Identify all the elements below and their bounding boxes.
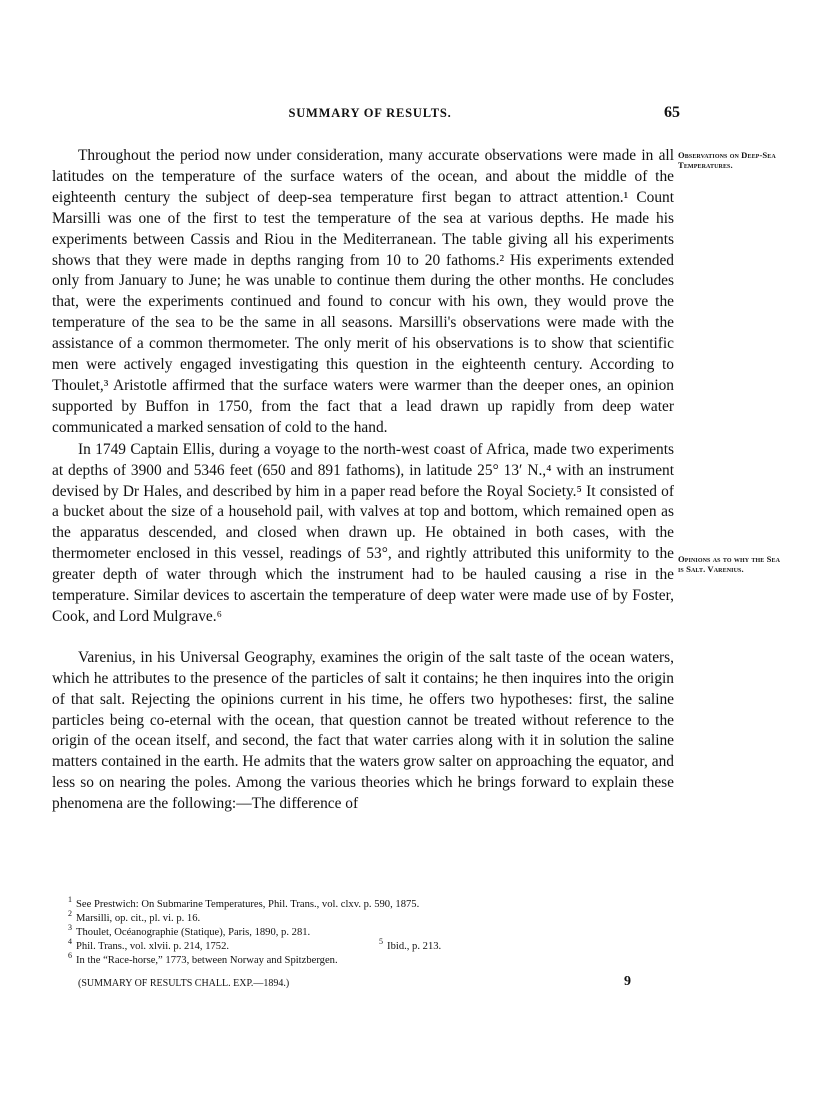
signature-label: (SUMMARY OF RESULTS CHALL. EXP.—1894.)	[78, 978, 290, 989]
signature-line	[78, 978, 638, 989]
footnote-1: $^1$ See Prestwich: On Submarine Temperatures, Phil. Trans., vol. clxv. p. 590, 1875.	[68, 895, 420, 910]
paragraph-temperature-observations: Throughout the period now under consideration, many accurate observations were made in all latitudes on the temperature of the surface waters of the ocean, and about the middle of the eighteenth century the subject of deep-sea temperature first began to attract attention.¹ Count Marsilli was one of the first to test the temperature of the sea at various depths. He made his experiments between Cassis and Riou in the Mediterranean. The table giving all his experiments shows that they were made in depths ranging from 10 to 20 fathoms.² His experiments extended only from January to June; he was unable to continue them during the other months. He concludes that, were the experiments continued and found to concur with his own, they would prove the temperature of the sea to be the same in all seasons. Marsilli's observations were made with the assistance of a common thermometer. The only merit of his observations is to show that scientific men were actively engaged investigating this question in the eighteenth century. According to Thoulet,³ Aristotle affirmed that the surface waters were warmer than the deeper ones, an opinion supported by Buffon in 1750, from the fact that a lead drawn up rapidly from deep water communicated a marked sensation of cold to the hand.	[52, 147, 674, 436]
footnote-2: $^2$ Marsilli, op. cit., pl. vi. p. 16.	[68, 909, 201, 924]
page-header	[60, 106, 680, 128]
footnote-1-text: See Prestwich: On Submarine Temperatures, Phil. Trans., vol. clxv. p. 590, 1875.	[76, 899, 420, 910]
sidenote-deep-sea-temperatures: Observations on Deep-Sea Temperatures.	[678, 150, 776, 170]
footnote-6: $^6$ In the “Race-horse,” 1773, between Norway and Spitzbergen.	[68, 951, 338, 966]
footnote-6-text: In the “Race-horse,” 1773, between Norway and Spitzbergen.	[76, 955, 338, 966]
footnote-4-text: Phil. Trans., vol. xlvii. p. 214, 1752.	[76, 941, 230, 952]
sidenote-why-sea-is-salt: Opinions as to why the Sea is Salt. Varenius.	[678, 554, 781, 574]
page-number: 65	[664, 104, 680, 121]
paragraph-captain-ellis: In 1749 Captain Ellis, during a voyage to the north-west coast of Africa, made two experiments at depths of 3900 and 5346 feet (650 and 891 fathoms), in latitude 25° 13′ N.,⁴ with an instrument devised by Dr Hales, and described by him in a paper read before the Royal Society.⁵ It consisted of a bucket about the size of a household pail, with valves at top and bottom, which remained open as the apparatus descended, and closed when drawn up. He obtained in both cases, with the thermometer enclosed in this vessel, readings of 53°, and rightly attributed this uniformity to the greater depth of water through which the instrument had to be hauled causing a rise in the temperature. Similar devices to ascertain the temperature of deep water were made use of by Foster, Cook, and Lord Mulgrave.⁶	[52, 440, 674, 625]
body-text	[52, 146, 674, 815]
footnote-4-5: $^4$ Phil. Trans., vol. xlvii. p. 214, 1752. $^5$ Ibid., p. 213.	[68, 937, 442, 952]
footnote-5-text: Ibid., p. 213.	[387, 941, 442, 952]
running-title: SUMMARY OF RESULTS.	[288, 106, 452, 120]
footnote-3: $^3$ Thoulet, Océanographie (Statique), Paris, 1890, p. 281.	[68, 923, 311, 938]
footnote-3-text: Thoulet, Océanographie (Statique), Paris, 1890, p. 281.	[76, 927, 311, 938]
footnotes	[68, 895, 678, 968]
footnote-2-text: Marsilli, op. cit., pl. vi. p. 16.	[76, 913, 201, 924]
paragraph-varenius: Varenius, in his Universal Geography, examines the origin of the salt taste of the ocean waters, which he attributes to the presence of the particles of salt it contains; he then inquires into the origin of that salt. Rejecting the opinions current in his time, he offers two hypotheses: first, the saline particles being co-eternal with the ocean, that question cannot be treated without reference to the origin of the ocean itself, and second, the fact that water carries along with it in solution the saline matters contained in the earth. He admits that the waters grow salter on approaching the equator, and less so on nearing the poles. Among the various theories which he brings forward to explain these phenomena are the following:—The difference of	[52, 648, 674, 813]
signature-mark: 9	[624, 974, 631, 989]
